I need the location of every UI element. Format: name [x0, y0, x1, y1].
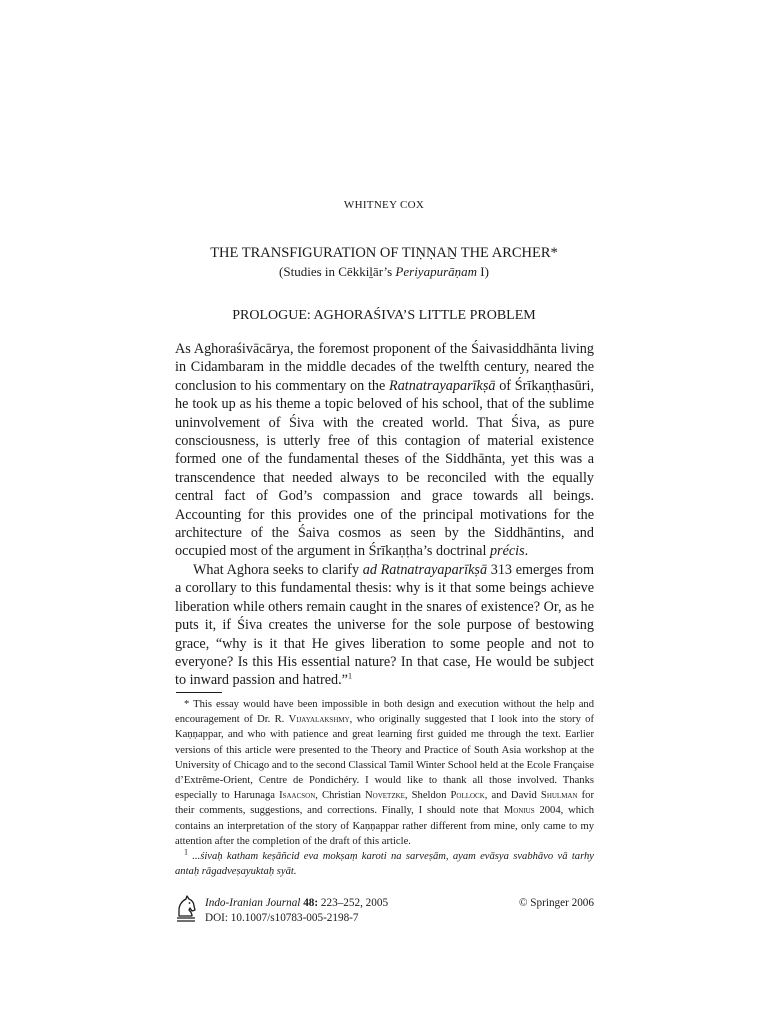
- footnotes: [175, 697, 594, 879]
- footnote-star-text: 2004, which contains an interpretation of the story of Kaṇṇappar rather different from mine, only came to my attention after the completion of the draft of this article.: [175, 805, 594, 847]
- article-title: THE TRANSFIGURATION OF TIṆṆAṈ THE ARCHER*: [210, 245, 558, 261]
- body-text: [175, 340, 594, 690]
- author-name: WHITNEY COX: [343, 199, 425, 211]
- subtitle-italic: Periyapurāṇam: [395, 264, 478, 279]
- journal-citation: [205, 896, 388, 926]
- footnote-star-name: Isaacson: [279, 790, 316, 802]
- paragraph-2-text-a: What Aghora seeks to clarify: [193, 561, 363, 578]
- footnote-star-name: Shulman: [540, 790, 578, 802]
- footnote-star-text: This essay would have been impossible in both design and execution without the help and encouragement of Dr. R.: [175, 699, 594, 726]
- footnote-star-name: Novetzke: [365, 790, 405, 802]
- paragraph-1-text-a: As Aghoraśivācārya, the foremost proponent of the Śaivasiddhānta living in Cidambaram in the middle decades of the twelfth century, neared the conclusion to his commentary on the: [175, 341, 594, 394]
- journal-pages: 223–252, 2005: [318, 897, 389, 909]
- footnote-1-mark: 1: [184, 847, 188, 857]
- footnote-star-name: Vijayalakshmy: [288, 714, 350, 726]
- footnote-star-name: Pollock: [450, 790, 485, 802]
- footnote-star-text: for their comments, suggestions, and corrections. Finally, I should note that: [175, 790, 594, 817]
- journal-line: [205, 896, 388, 911]
- copyright: © Springer 2006: [519, 897, 594, 909]
- section-heading: PROLOGUE: AGHORAŚIVA’S LITTLE PROBLEM: [232, 308, 536, 323]
- footnote-1: [175, 849, 594, 879]
- footnote-star: [175, 697, 594, 849]
- subtitle-post: I): [477, 264, 489, 279]
- paragraph-1-text-b: of Śrīkaṇṭhasūri, he took up as his theme a topic beloved of his school, that of the sublime uninvolvement of Śiva with the created world. That Śiva, as pure consciousness, is utterly free of this contagion of material existence formed one of the fundamental theses of the Siddhānta, yet this was a transcendence that needed always to be reconciled with the equally central fact of God’s compassion and grace towards all beings. Accounting for this provides one of the principal motivations for the architecture of the Śaiva cosmos as seen by the Siddhāntins, and occupied most of the argument in Śrīkaṇṭha’s doctrinal: [175, 377, 594, 560]
- springer-knight-icon: [174, 894, 198, 924]
- footnote-1-text: ...śivaḥ katham keṣāñcid eva mokṣaṃ karoti na sarveṣām, ayam evāsya svabhāvo vā tarhy antaḥ rāgadveṣayuktaḥ syāt.: [175, 851, 594, 878]
- footnote-star-text: , Christian: [315, 790, 365, 802]
- paragraph-1-italic-a: Ratnatrayaparīkṣā: [389, 377, 496, 394]
- footnote-star-text: , Sheldon: [404, 790, 451, 802]
- article-subtitle: [0, 264, 768, 280]
- subtitle-pre: (Studies in Cēkkiḻār’s: [279, 264, 396, 279]
- footnote-ref-1[interactable]: 1: [347, 671, 352, 681]
- footnote-star-text: , and David: [484, 790, 541, 802]
- journal-volume: 48:: [303, 897, 319, 909]
- footnote-star-name: Monius: [503, 805, 535, 817]
- journal-doi[interactable]: DOI: 10.1007/s10783-005-2198-7: [205, 912, 359, 924]
- footnote-star-text: , who originally suggested that I look into the story of Kaṇṇappar, and who with patience and great learning first guided me through the text. Earlier versions of this article were presented to the Theory and Practice of South Asia workshop at the University of Chicago and to the second Classical Tamil Winter School held at the Ecole Française d’Extrême-Orient, Centre de Pondichéry. I would like to thank all those involved. Thanks especially to Harunaga: [175, 714, 594, 802]
- paragraph-1-italic-b: précis: [489, 543, 525, 560]
- footnote-rule: [176, 692, 222, 693]
- journal-name: Indo-Iranian Journal: [205, 897, 301, 909]
- paragraph-1-text-c: .: [524, 543, 529, 560]
- footnote-star-mark: *: [184, 699, 190, 710]
- paragraph-1: [175, 340, 594, 561]
- paragraph-2: [175, 561, 594, 690]
- paragraph-2-italic-a: ad Ratnatrayaparīkṣā: [362, 561, 488, 578]
- paragraph-2-text-b: 313 emerges from a corollary to this fundamental thesis: why is it that some beings achieve liberation while others remain caught in the snares of existence? Or, as he puts it, if Śiva creates the universe for the sole purpose of bestowing grace, “why is it that He gives liberation to some people and not to everyone? Is this His essential nature? In that case, He would be subject to inward passion and hatred.”: [175, 561, 594, 689]
